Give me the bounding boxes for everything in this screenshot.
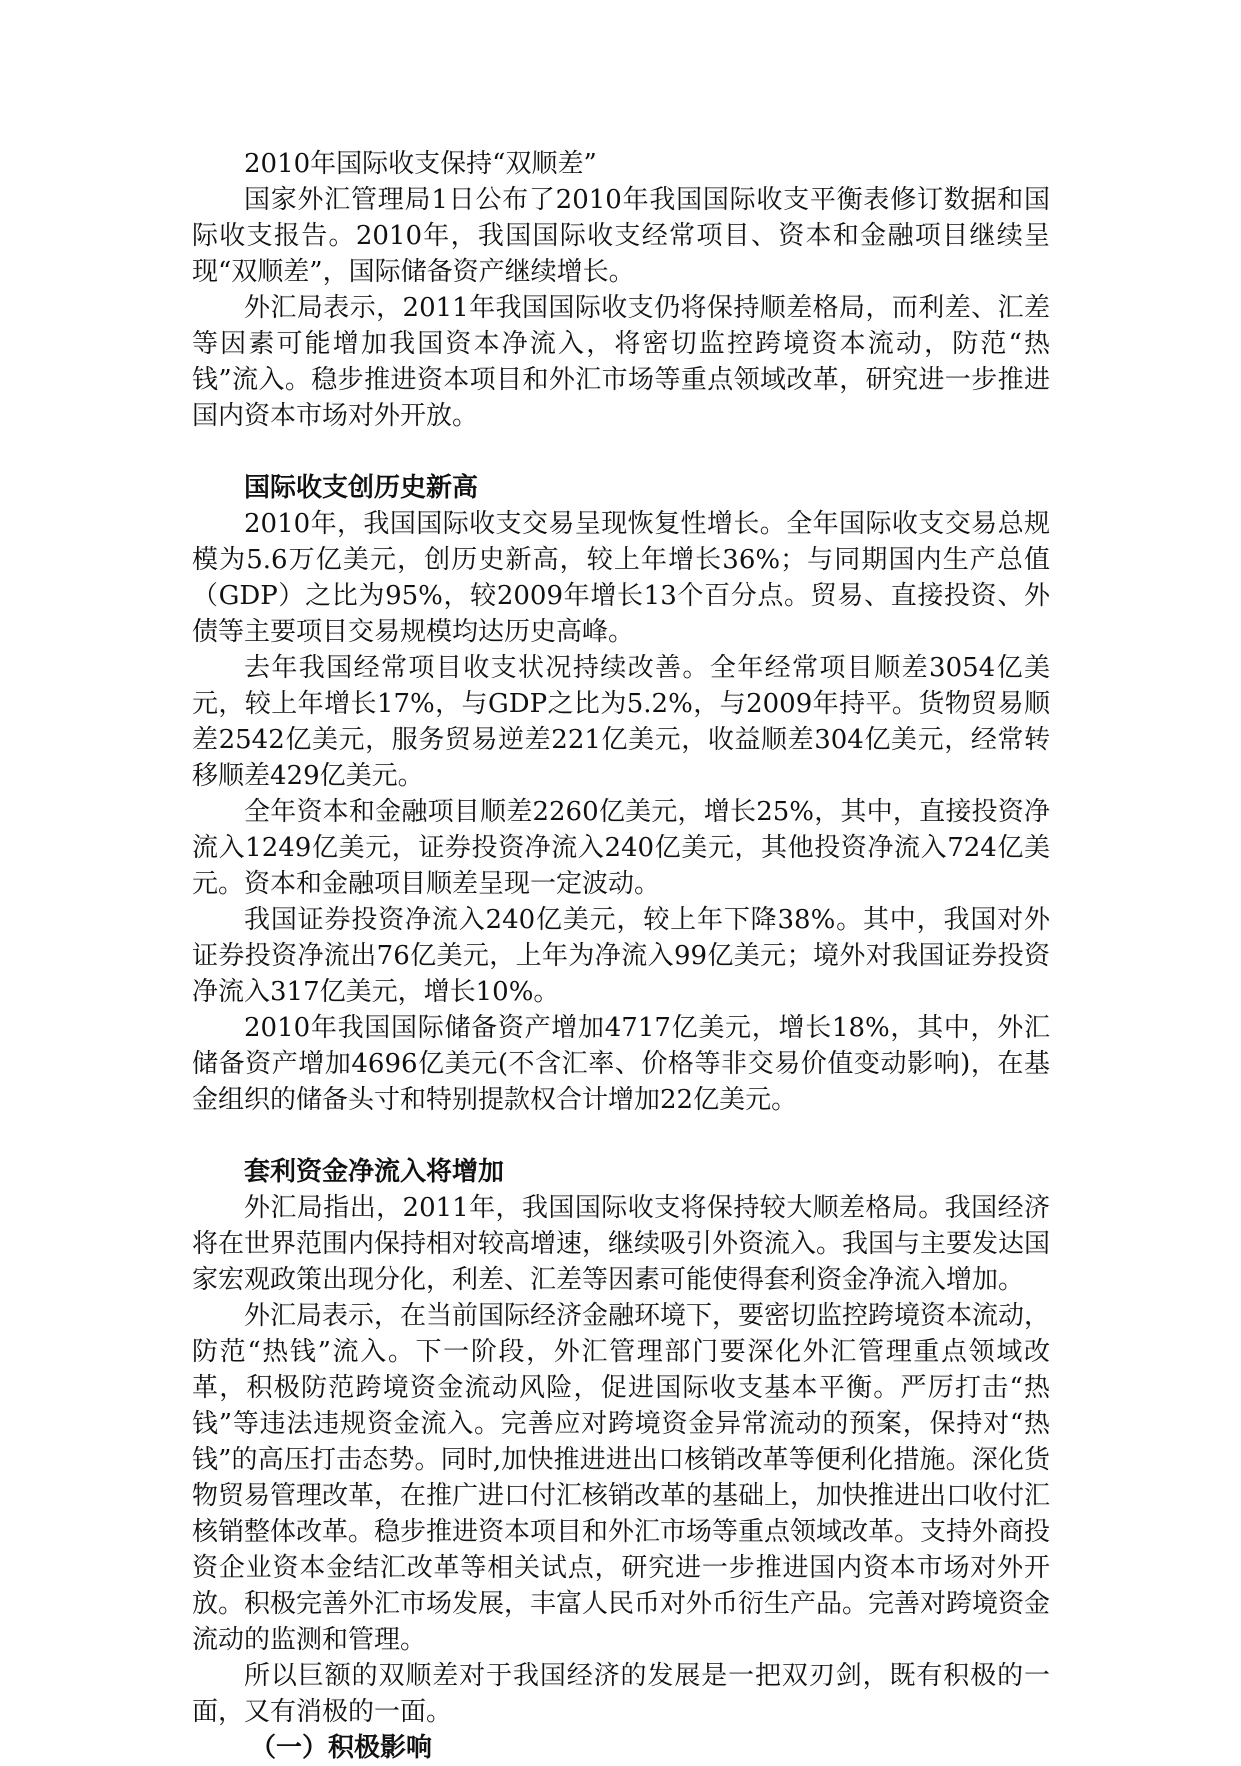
document-title: 2010年国际收支保持“双顺差” bbox=[244, 149, 597, 179]
section1-paragraph-2: 去年我国经常项目收支状况持续改善。全年经常项目顺差3054亿美元，较上年增长17%，与GDP之比为5.2%，与2009年持平。货物贸易顺差2542亿美元，服务贸易逆差221亿美元，收益顺差304亿美元，经常转移顺差429亿美元。 bbox=[192, 653, 1050, 791]
section1-paragraph-1: 2010年，我国国际收支交易呈现恢复性增长。全年国际收支交易总规模为5.6万亿美元，创历史新高，较上年增长36%；与同期国内生产总值（GDP）之比为95%，较2009年增长13个百分点。贸易、直接投资、外债等主要项目交易规模均达历史高峰。 bbox=[192, 509, 1050, 647]
section2-paragraph-3: 所以巨额的双顺差对于我国经济的发展是一把双刃剑，既有积极的一面，又有消极的一面。 bbox=[192, 1661, 1050, 1727]
section-heading-2: 套利资金净流入将增加 bbox=[244, 1157, 505, 1187]
subheading-positive-impact: （一）积极影响 bbox=[250, 1733, 433, 1763]
document-page bbox=[192, 146, 1050, 1766]
section2-paragraph-1: 外汇局指出，2011年，我国国际收支将保持较大顺差格局。我国经济将在世界范围内保持相对较高增速，继续吸引外资流入。我国与主要发达国家宏观政策出现分化，利差、汇差等因素可能使得套利资金净流入增加。 bbox=[192, 1193, 1051, 1295]
section-heading-1: 国际收支创历史新高 bbox=[244, 473, 479, 503]
intro-paragraph-1: 国家外汇管理局1日公布了2010年我国国际收支平衡表修订数据和国际收支报告。2010年，我国国际收支经常项目、资本和金融项目继续呈现“双顺差”，国际储备资产继续增长。 bbox=[192, 185, 1050, 287]
section2-paragraph-2: 外汇局表示，在当前国际经济金融环境下，要密切监控跨境资本流动，防范“热钱”流入。下一阶段，外汇管理部门要深化外汇管理重点领域改革，积极防范跨境资金流动风险，促进国际收支基本平衡。严厉打击“热钱”等违法违规资金流入。完善应对跨境资金异常流动的预案，保持对“热钱”的高压打击态势。同时,加快推进进出口核销改革等便利化措施。深化货物贸易管理改革，在推广进口付汇核销改革的基础上，加快推进出口收付汇核销整体改革。稳步推进资本项目和外汇市场等重点领域改革。支持外商投资企业资本金结汇改革等相关试点，研究进一步推进国内资本市场对外开放。积极完善外汇市场发展，丰富人民币对外币衍生产品。完善对跨境资金流动的监测和管理。 bbox=[192, 1301, 1051, 1655]
section1-paragraph-3: 全年资本和金融项目顺差2260亿美元，增长25%，其中，直接投资净流入1249亿美元，证券投资净流入240亿美元，其他投资净流入724亿美元。资本和金融项目顺差呈现一定波动。 bbox=[192, 797, 1050, 899]
section1-paragraph-5: 2010年我国国际储备资产增加4717亿美元，增长18%，其中，外汇储备资产增加4696亿美元(不含汇率、价格等非交易价值变动影响)，在基金组织的储备头寸和特别提款权合计增加22亿美元。 bbox=[192, 1013, 1050, 1115]
section1-paragraph-4: 我国证券投资净流入240亿美元，较上年下降38%。其中，我国对外证券投资净流出76亿美元，上年为净流入99亿美元；境外对我国证券投资净流入317亿美元，增长10%。 bbox=[192, 905, 1050, 1007]
intro-paragraph-2: 外汇局表示，2011年我国国际收支仍将保持顺差格局，而利差、汇差等因素可能增加我国资本净流入，将密切监控跨境资本流动，防范“热钱”流入。稳步推进资本项目和外汇市场等重点领域改革，研究进一步推进国内资本市场对外开放。 bbox=[192, 293, 1050, 431]
